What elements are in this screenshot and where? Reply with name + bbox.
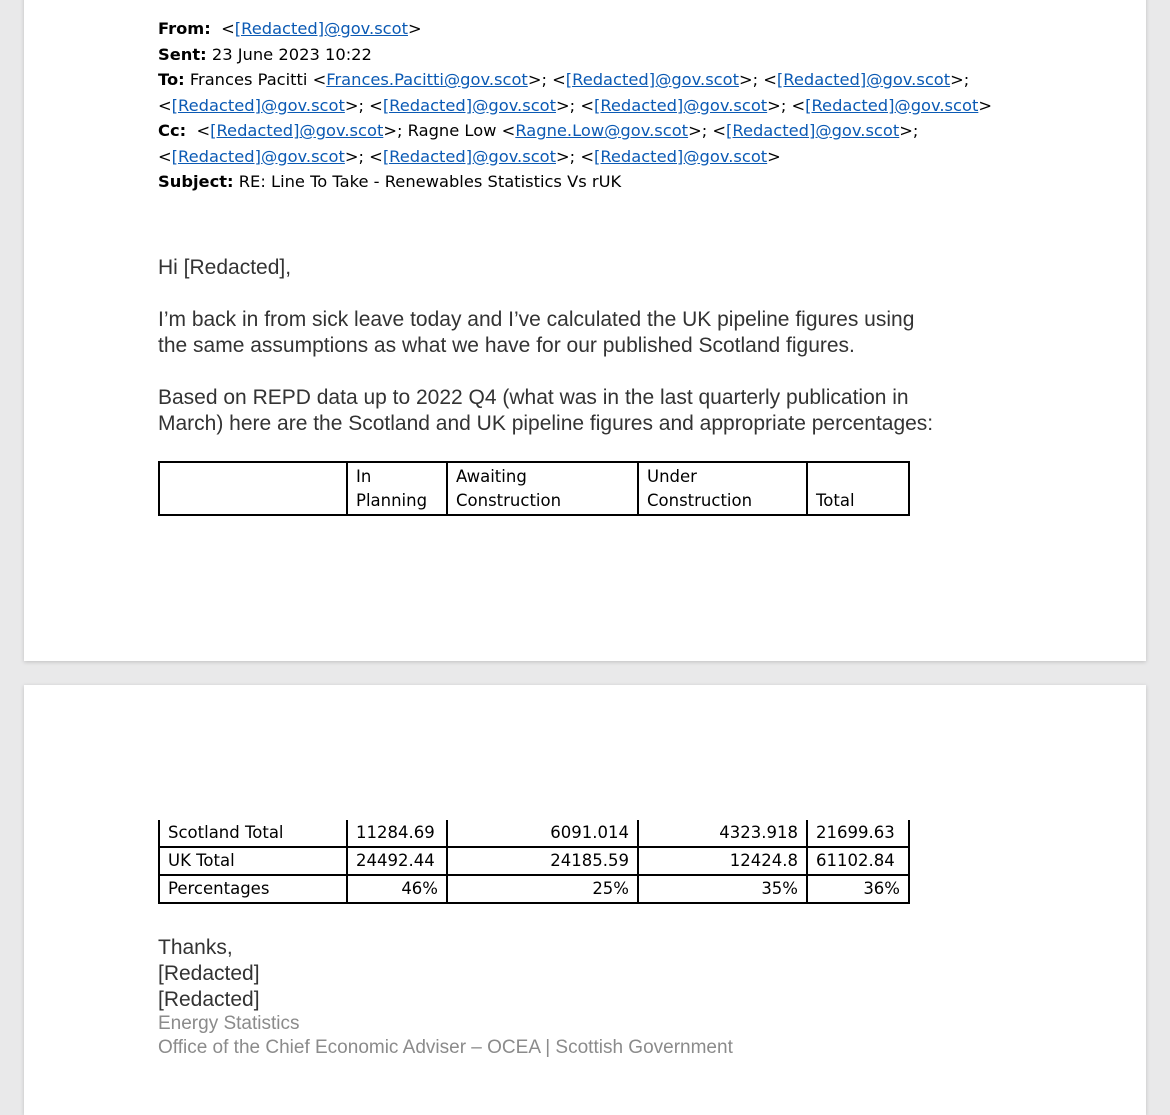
- row-label: Scotland Total: [159, 820, 347, 847]
- table-cell: 24185.59: [447, 847, 638, 875]
- pipeline-table-header: [158, 461, 910, 516]
- header-text: Under: [647, 467, 697, 486]
- sent-value: 23 June 2023 10:22: [211, 44, 372, 64]
- subject-label: Subject:: [158, 172, 234, 191]
- from-label: From:: [158, 19, 211, 38]
- paragraph-1-line-2: the same assumptions as what we have for our published Scotland figures.: [158, 334, 855, 357]
- paragraph-2-line-2: March) here are the Scotland and UK pipeline figures and appropriate percentages:: [158, 412, 934, 435]
- header-cell-blank: [159, 462, 347, 515]
- to-line: To: Frances Pacitti <Frances.Pacitti@gov.scot>; <[Redacted]@gov.scot>; <[Redacted]@gov.scot>;: [158, 70, 970, 89]
- table-header-row: [159, 462, 909, 515]
- cc-label: Cc:: [158, 121, 187, 140]
- sent-label: Sent:: [158, 44, 207, 64]
- row-label: Percentages: [159, 875, 347, 903]
- sent-line: [158, 42, 992, 68]
- to-redacted-link[interactable]: [Redacted]@gov.scot: [776, 70, 951, 89]
- cc-redacted-link[interactable]: [Redacted]@gov.scot: [593, 146, 768, 166]
- table-cell: 24492.44: [347, 847, 447, 875]
- from-email-link[interactable]: [Redacted]@gov.scot: [234, 19, 408, 38]
- header-cell-total: [807, 462, 909, 515]
- table-cell: 46%: [347, 875, 447, 903]
- table-cell: 4323.918: [638, 820, 807, 847]
- cc-redacted-link[interactable]: [Redacted]@gov.scot: [171, 146, 345, 166]
- to-redacted-link[interactable]: [Redacted]@gov.scot: [382, 95, 557, 115]
- cc-redacted-link[interactable]: [Redacted]@gov.scot: [726, 121, 900, 140]
- cc-email-link[interactable]: Ragne.Low@gov.scot: [515, 121, 689, 140]
- header-text: Total: [816, 491, 855, 510]
- cc-redacted-link[interactable]: [Redacted]@gov.scot: [210, 121, 384, 140]
- signoff-org: Office of the Chief Economic Adviser – OCEA | Scottish Government: [158, 1037, 733, 1058]
- subject-value: RE: Line To Take - Renewables Statistics Vs rUK: [238, 172, 622, 191]
- subject-line: [158, 169, 992, 195]
- page-1: [24, 0, 1146, 661]
- signoff-team: Energy Statistics: [158, 1013, 300, 1034]
- to-redacted-link[interactable]: [Redacted]@gov.scot: [805, 95, 979, 115]
- cc-redacted-link[interactable]: [Redacted]@gov.scot: [382, 146, 557, 166]
- table-cell: 36%: [807, 875, 909, 903]
- paragraph-1-line-1: I’m back in from sick leave today and I’ve calculated the UK pipeline figures using: [158, 308, 915, 331]
- table-cell: 21699.63: [807, 820, 909, 847]
- cc-line: Cc: <[Redacted]@gov.scot>; Ragne Low <Ragne.Low@gov.scot>; <[Redacted]@gov.scot>;: [158, 121, 919, 140]
- table-cell: 35%: [638, 875, 807, 903]
- header-text: In: [356, 467, 372, 486]
- row-label: UK Total: [159, 847, 347, 875]
- pipeline-table-body: [158, 820, 910, 904]
- header-text: Planning: [356, 491, 428, 510]
- to-email-link[interactable]: Frances.Pacitti@gov.scot: [326, 70, 528, 89]
- table-row: [159, 847, 909, 875]
- table-cell: 6091.014: [447, 820, 638, 847]
- header-text: Awaiting: [456, 467, 527, 486]
- header-text: Construction: [456, 491, 562, 510]
- header-text: Construction: [647, 491, 753, 510]
- to-label: To:: [158, 70, 185, 89]
- signoff-thanks: Thanks,: [158, 936, 233, 959]
- to-redacted-link[interactable]: [Redacted]@gov.scot: [593, 95, 768, 115]
- to-redacted-link[interactable]: [Redacted]@gov.scot: [171, 95, 345, 115]
- header-cell-awaiting-construction: [447, 462, 638, 515]
- greeting: Hi [Redacted],: [158, 256, 292, 279]
- signoff-name: [Redacted]: [158, 962, 260, 985]
- table-row: [159, 820, 909, 847]
- table-cell: 11284.69: [347, 820, 447, 847]
- table-row: [159, 875, 909, 903]
- to-redacted-link[interactable]: [Redacted]@gov.scot: [565, 70, 739, 89]
- header-cell-in-planning: [347, 462, 447, 515]
- table-cell: 12424.8: [638, 847, 807, 875]
- signoff-title: [Redacted]: [158, 988, 260, 1011]
- from-line: From: <[Redacted]@gov.scot>: [158, 19, 422, 38]
- page-2: [24, 685, 1146, 1115]
- table-cell: 61102.84: [807, 847, 909, 875]
- cc-line-2: <[Redacted]@gov.scot>; <[Redacted]@gov.scot>; <[Redacted]@gov.scot>: [158, 146, 781, 166]
- cc-name: Ragne Low: [407, 121, 497, 140]
- email-header: [158, 16, 992, 195]
- to-name: Frances Pacitti: [189, 70, 308, 89]
- header-cell-under-construction: [638, 462, 807, 515]
- to-line-2: <[Redacted]@gov.scot>; <[Redacted]@gov.scot>; <[Redacted]@gov.scot>; <[Redacted]@gov.scot>: [158, 95, 992, 115]
- paragraph-2-line-1: Based on REPD data up to 2022 Q4 (what was in the last quarterly publication in: [158, 386, 909, 409]
- table-cell: 25%: [447, 875, 638, 903]
